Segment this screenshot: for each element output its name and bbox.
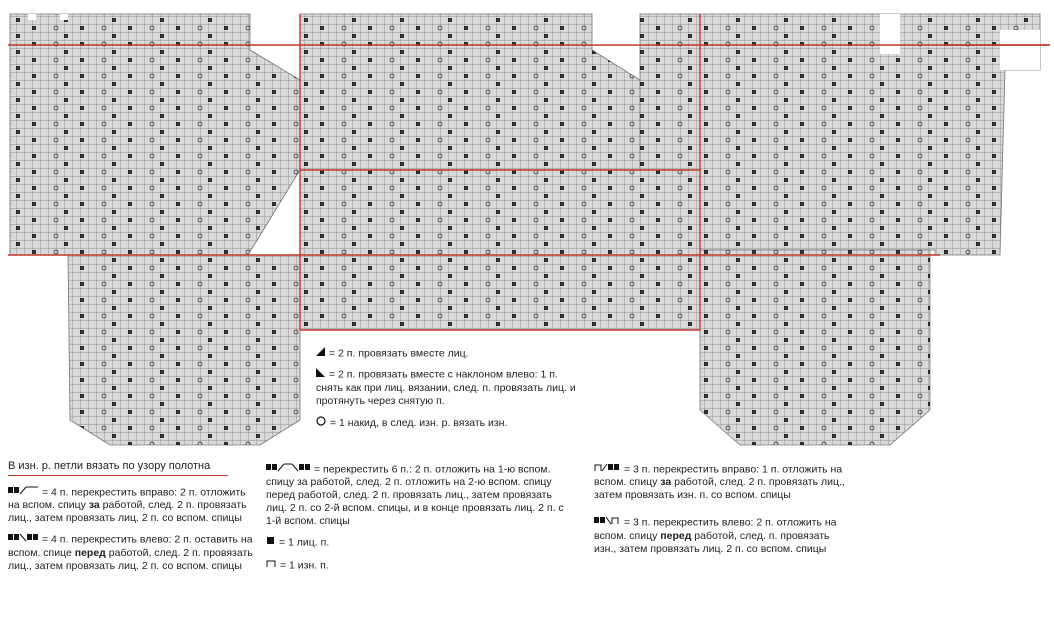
heading-underline [8, 475, 228, 476]
chart-block-right-bottom-stitches [700, 250, 930, 445]
chart-edge-gap [28, 14, 36, 20]
legend-item-k2tog: = 2 п. провязать вместе лиц. [316, 347, 586, 360]
legend-item-cable-6: = перекрестить 6 п.: 2 п. отложить на 1-ю вспом. спицу за работой, след. 2 п. отложить на 2-ю вспом. спицу перед работой, след. 2 п. провязать лиц., затем провязать лиц. 2 п. со 2-й вспом. спицы, и в конце провязать лиц. 2 п. с 1-й вспом. спицы [266, 463, 564, 528]
cable-3-right-icon [594, 463, 620, 476]
k2tog-icon [316, 347, 325, 360]
legend-item-cable-3-left: = 3 п. перекрестить влево: 2 п. отложить на вспом. спицу перед работой, след. п. провязать изн., затем провязать лиц. 2 п. со вспом. спицы [594, 516, 837, 555]
chart-block-right-top-stitches [700, 14, 1040, 255]
legend-col1 [8, 486, 258, 573]
chart-block-center-band-stitches [300, 170, 700, 330]
legend-item-cable-3-right: = 3 п. перекрестить вправо: 1 п. отложить на вспом. спицу за работой, след. 2 п. провязать лиц., затем провязать изн. п. со вспом. спицы [594, 463, 845, 502]
cable-4-left-icon [8, 533, 38, 546]
legend-top [316, 347, 586, 430]
purl-icon [266, 559, 276, 572]
yarn-over-icon [316, 416, 326, 430]
chart-heading: В изн. р. петли вязать по узору полотна [8, 460, 211, 472]
chart-block-center-top-stitches [300, 14, 640, 170]
legend-item-ssk: = 2 п. провязать вместе с наклоном влево: 1 п. снять как при лиц. вязании, след. п. провязать лиц. и протянуть через снятую п. [316, 368, 576, 407]
legend-col3 [594, 463, 854, 556]
legend-item-yarn-over: = 1 накид, в след. изн. р. вязать изн. [316, 416, 586, 430]
ssk-icon [316, 368, 325, 381]
cable-3-left-icon [594, 516, 620, 529]
cable-4-right-icon [8, 486, 38, 499]
chart-block-center-right-top-stitches [640, 14, 700, 170]
chart-edge-gap [1000, 30, 1040, 70]
cable-6-icon [266, 463, 310, 476]
legend-item-cable-4-right: = 4 п. перекрестить вправо: 2 п. отложить на вспом. спицу за работой, след. 2 п. провязать лиц., затем провязать лиц. 2 п. со вспом. спицы [8, 486, 247, 525]
chart-block-left-top-stitches [10, 14, 300, 255]
knit-icon [266, 536, 275, 549]
legend-item-cable-4-left: = 4 п. перекрестить влево: 2 п. оставить на вспом. спице перед работой, след. 2 п. провязать лиц., затем провязать лиц. 2 п. со вспом. спицы [8, 533, 253, 572]
chart-edge-gap [880, 14, 900, 54]
legend-col2 [266, 463, 566, 572]
legend-item-purl: = 1 изн. п. [266, 559, 566, 572]
legend-item-knit: = 1 лиц. п. [266, 536, 566, 549]
chart-block-left-bottom-stitches [68, 255, 300, 445]
chart-edge-gap [60, 14, 68, 20]
